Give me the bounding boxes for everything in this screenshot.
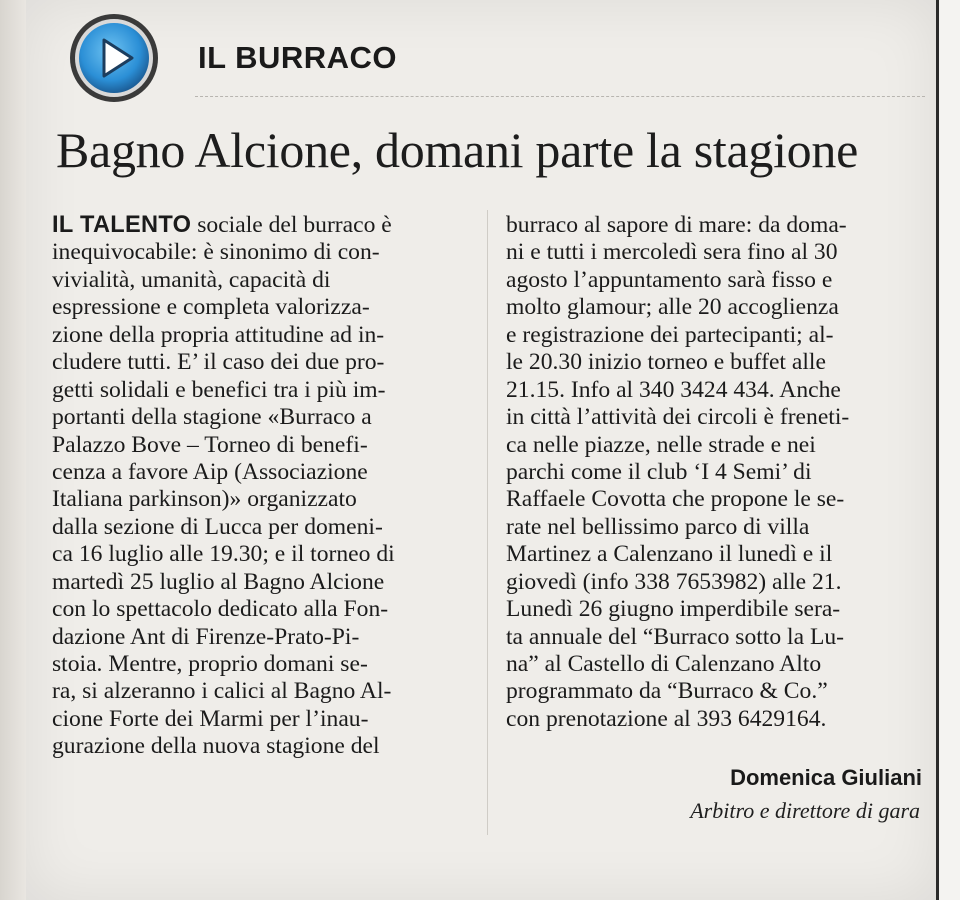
article-left-column xyxy=(52,212,470,761)
author-name: Domenica Giuliani xyxy=(730,765,922,790)
text-line: inequivocabile: è sinonimo di con- xyxy=(52,239,380,266)
text-line: gurazione della nuova stagione del xyxy=(52,733,380,760)
article-right-column xyxy=(506,212,926,733)
play-button-icon xyxy=(68,12,160,104)
text-line: portanti della stagione «Burraco a xyxy=(52,404,372,431)
text-line: 21.15. Info al 340 3424 434. Anche xyxy=(506,376,841,403)
text-line: Lunedì 26 giugno imperdibile sera- xyxy=(506,596,841,623)
text-line: programmato da “Burraco & Co.” xyxy=(506,678,828,705)
lead-in: IL TALENTO xyxy=(52,212,192,238)
text-line: in città l’attività dei circoli è freneti- xyxy=(506,404,850,431)
text-line: giovedì (info 338 7653982) alle 21. xyxy=(506,568,842,595)
text-line: Italiana parkinson)» organizzato xyxy=(52,486,357,513)
text-line: martedì 25 luglio al Bagno Alcione xyxy=(52,568,385,595)
text-line: Palazzo Bove – Torneo di benefi- xyxy=(52,431,368,458)
text-line: burraco al sapore di mare: da doma- xyxy=(506,212,847,238)
text-line: cione Forte dei Marmi per l’inau- xyxy=(52,705,369,732)
text-line: cenza a favore Aip (Associazione xyxy=(52,458,368,485)
text-line: Martinez a Calenzano il lunedì e il xyxy=(506,541,833,568)
text-line: ra, si alzeranno i calici al Bagno Al- xyxy=(52,678,392,705)
text-line: dazione Ant di Firenze-Prato-Pi- xyxy=(52,623,360,650)
text-line: na” al Castello di Calenzano Alto xyxy=(506,651,822,677)
text-line: molto glamour; alle 20 accoglienza xyxy=(506,294,839,321)
text-line: Raffaele Covotta che propone le se- xyxy=(506,486,845,513)
headline: Bagno Alcione, domani parte la stagione xyxy=(56,122,858,178)
text-line: e registrazione dei partecipanti; al- xyxy=(506,321,834,348)
text-line: stoia. Mentre, proprio domani se- xyxy=(52,651,368,677)
text-line: ca nelle piazze, nelle strade e nei xyxy=(506,431,816,458)
text-line xyxy=(52,212,470,239)
text-line: ni e tutti i mercoledì sera fino al 30 xyxy=(506,239,838,266)
column-divider xyxy=(487,210,488,835)
text-line: vivialità, umanità, capacità di xyxy=(52,266,331,293)
header-rule xyxy=(195,96,925,97)
text-line: dalla sezione di Lucca per domeni- xyxy=(52,513,383,540)
page-right-edge xyxy=(936,0,960,900)
text-line: agosto l’appuntamento sarà fisso e xyxy=(506,266,833,293)
section-label: IL BURRACO xyxy=(198,40,398,75)
text-line: espressione e completa valorizza- xyxy=(52,294,370,321)
text-line: rate nel bellissimo parco di villa xyxy=(506,513,810,540)
text-line: le 20.30 inizio torneo e buffet alle xyxy=(506,349,826,376)
text-line-content: sociale del burraco è xyxy=(191,212,392,238)
text-line: con prenotazione al 393 6429164. xyxy=(506,705,827,732)
text-line: ca 16 luglio alle 19.30; e il torneo di xyxy=(52,541,395,568)
text-line: con lo spettacolo dedicato alla Fon- xyxy=(52,596,389,623)
text-line: cludere tutti. E’ il caso dei due pro- xyxy=(52,349,385,376)
author-role: Arbitro e direttore di gara xyxy=(690,798,920,823)
text-line: ta annuale del “Burraco sotto la Lu- xyxy=(506,623,845,650)
page-left-edge xyxy=(0,0,26,900)
text-line: getti solidali e benefici tra i più im- xyxy=(52,376,386,403)
text-line: zione della propria attitudine ad in- xyxy=(52,321,385,348)
text-line: parchi come il club ‘I 4 Semi’ di xyxy=(506,458,812,485)
